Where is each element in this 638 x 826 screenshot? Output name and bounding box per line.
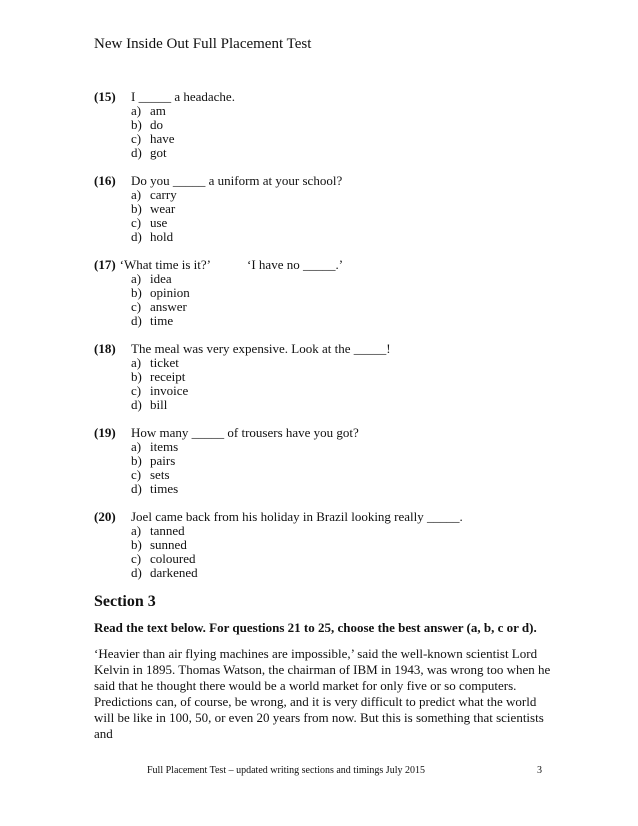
answer-option [131, 216, 574, 230]
option-text: use [150, 215, 168, 230]
answer-option [131, 538, 574, 552]
option-text: got [150, 145, 167, 160]
answer-option [131, 300, 574, 314]
question-list [94, 89, 574, 593]
answer-option [131, 356, 574, 370]
option-letter: b) [131, 453, 142, 468]
answer-option [131, 188, 574, 202]
option-text: bill [150, 397, 168, 412]
answer-option [131, 118, 574, 132]
answer-options [131, 272, 574, 328]
option-letter: d) [131, 397, 142, 412]
answer-options [131, 356, 574, 412]
section-instruction: Read the text below. For questions 21 to 25, choose the best answer (a, b, c or d). [94, 620, 537, 635]
option-text: pairs [150, 453, 176, 468]
option-text: coloured [150, 551, 196, 566]
answer-option [131, 286, 574, 300]
option-letter: c) [131, 383, 142, 398]
option-text: tanned [150, 523, 185, 538]
answer-option [131, 454, 574, 468]
option-letter: b) [131, 201, 142, 216]
question-number: (16) [94, 173, 116, 188]
document-header-title: New Inside Out Full Placement Test [94, 36, 312, 52]
option-text: wear [150, 201, 176, 216]
option-text: sets [150, 467, 170, 482]
option-letter: c) [131, 131, 142, 146]
option-text: items [150, 439, 179, 454]
option-text: answer [150, 299, 187, 314]
option-text: invoice [150, 383, 189, 398]
question-reply-text: ‘I have no _____.’ [247, 257, 344, 272]
option-text: carry [150, 187, 177, 202]
answer-option [131, 398, 574, 412]
answer-option [131, 132, 574, 146]
answer-option [131, 384, 574, 398]
answer-options [131, 188, 574, 244]
reading-paragraph: ‘Heavier than air flying machines are impossible,’ said the well-known scientist Lord Kelvin in 1895. Thomas Watson, the chairman of IBM in 1943, was wrong too when he said that he thought there would be a world market for only five or so computers. [94, 646, 551, 693]
option-letter: a) [131, 103, 142, 118]
option-text: have [150, 131, 175, 146]
question-text: The meal was very expensive. Look at the _____! [131, 341, 391, 356]
option-letter: a) [131, 523, 142, 538]
option-text: time [150, 313, 174, 328]
question-text: Joel came back from his holiday in Brazil looking really _____. [131, 509, 463, 524]
answer-option [131, 272, 574, 286]
question-number: (17) [94, 257, 116, 272]
question-17 [94, 257, 574, 328]
option-letter: b) [131, 369, 142, 384]
answer-option [131, 230, 574, 244]
option-text: do [150, 117, 163, 132]
section-title: Section 3 [94, 593, 156, 610]
option-letter: c) [131, 299, 142, 314]
option-letter: a) [131, 271, 142, 286]
question-18 [94, 341, 574, 412]
option-letter: d) [131, 313, 142, 328]
option-text: times [150, 481, 179, 496]
option-text: sunned [150, 537, 187, 552]
answer-option [131, 146, 574, 160]
option-letter: c) [131, 467, 142, 482]
option-letter: d) [131, 145, 142, 160]
answer-options [131, 440, 574, 496]
option-text: receipt [150, 369, 186, 384]
answer-option [131, 370, 574, 384]
question-number: (15) [94, 89, 116, 104]
option-text: ticket [150, 355, 179, 370]
option-letter: d) [131, 565, 142, 580]
option-letter: d) [131, 481, 142, 496]
question-text: How many _____ of trousers have you got? [131, 425, 359, 440]
option-letter: a) [131, 439, 142, 454]
question-text: Do you _____ a uniform at your school? [131, 173, 343, 188]
footer-text: Full Placement Test – updated writing sections and timings July 2015 [147, 765, 425, 776]
option-text: opinion [150, 285, 190, 300]
question-number: (18) [94, 341, 116, 356]
answer-option [131, 314, 574, 328]
option-text: am [150, 103, 166, 118]
question-text: I _____ a headache. [131, 89, 235, 104]
option-text: hold [150, 229, 174, 244]
option-letter: b) [131, 537, 142, 552]
answer-option [131, 440, 574, 454]
option-letter: a) [131, 187, 142, 202]
option-text: darkened [150, 565, 198, 580]
question-19 [94, 425, 574, 496]
answer-option [131, 524, 574, 538]
option-text: idea [150, 271, 172, 286]
answer-option [131, 566, 574, 580]
answer-option [131, 468, 574, 482]
answer-option [131, 552, 574, 566]
question-text: ‘What time is it?’ [119, 257, 212, 272]
answer-option [131, 104, 574, 118]
page-number: 3 [537, 765, 542, 776]
question-20 [94, 509, 574, 580]
option-letter: d) [131, 229, 142, 244]
question-15 [94, 89, 574, 160]
option-letter: a) [131, 355, 142, 370]
option-letter: b) [131, 117, 142, 132]
reading-paragraph: Predictions can, of course, be wrong, and it is very difficult to predict what the world will be like in 100, 50, or even 20 years from now. But this is something that scientists and [94, 694, 544, 741]
answer-options [131, 524, 574, 580]
question-number: (19) [94, 425, 116, 440]
answer-option [131, 482, 574, 496]
option-letter: c) [131, 551, 142, 566]
option-letter: c) [131, 215, 142, 230]
option-letter: b) [131, 285, 142, 300]
answer-options [131, 104, 574, 160]
question-16 [94, 173, 574, 244]
answer-option [131, 202, 574, 216]
question-number: (20) [94, 509, 116, 524]
